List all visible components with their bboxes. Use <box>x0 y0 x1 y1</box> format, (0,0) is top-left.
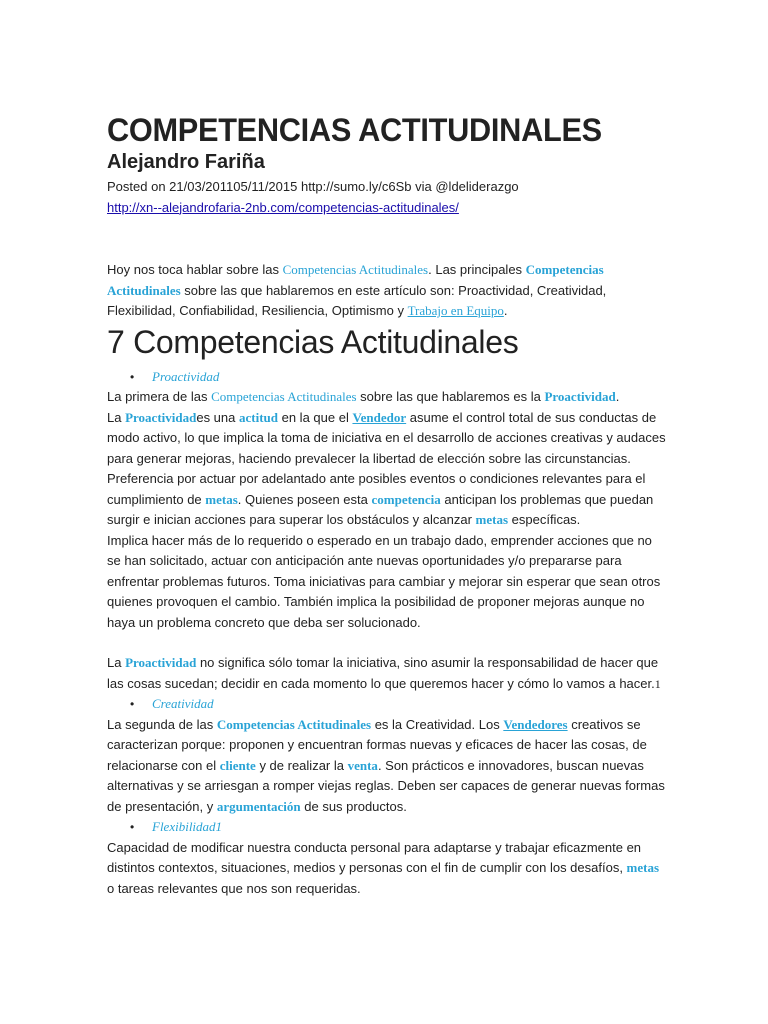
list-item-creatividad <box>107 694 667 715</box>
bullet-label: Proactividad <box>152 368 220 384</box>
text: anticipan los problemas que puedan surgir e inician acciones para superar los obstáculos y alcanzar <box>107 491 654 527</box>
link-competencias-actitudinales[interactable]: Competencias Actitudinales <box>211 389 357 404</box>
link-metas[interactable]: metas <box>475 512 509 527</box>
link-cliente[interactable]: cliente <box>219 757 256 773</box>
text: de sus productos. <box>300 798 407 814</box>
text: o tareas relevantes que nos son requeridas. <box>107 880 361 896</box>
list-item-proactividad <box>107 367 667 388</box>
source-link[interactable]: http://xn--alejandrofaria-2nb.com/competencias-actitudinales/ <box>107 199 459 215</box>
link-competencias-actitudinales[interactable]: Competencias Actitudinales <box>107 262 604 298</box>
text: en la que el <box>278 409 353 425</box>
text: y de realizar la <box>255 757 348 773</box>
text: específicas. <box>508 512 581 527</box>
text: Capacidad de modificar nuestra conducta personal para adaptarse y trabajar eficazmente en distintos contextos, situaciones, medios y personas con el fin de cumplir con los desafíos, <box>107 839 642 875</box>
bullet-label: Creatividad <box>152 696 214 711</box>
page-title: COMPETENCIAS ACTITUDINALES <box>107 112 602 148</box>
text: creativos se caracterizan porque: proponen y encuentran formas nuevas y eficaces de hacer las cosas, de relacionarse con el <box>107 716 647 773</box>
author-name: Alejandro Fariña <box>107 151 265 173</box>
link-actitud[interactable]: actitud <box>239 409 278 425</box>
text: La segunda de las <box>107 716 217 732</box>
text: Hoy nos toca hablar sobre las <box>107 262 283 277</box>
text: La primera de las <box>107 389 212 404</box>
text: asume el control total de sus conductas de modo activo, lo que implica la toma de iniciativa en el desarrollo de acciones creativas y audaces para generar mejoras, haciendo prevalecer la libertad de elección sobre las circunstancias. <box>107 409 666 466</box>
list-item-flexibilidad <box>107 817 667 838</box>
link-competencia[interactable]: competencia <box>371 491 441 507</box>
text: . <box>615 389 620 404</box>
link-metas[interactable]: metas <box>205 491 238 507</box>
text: no significa sólo tomar la iniciativa, sino asumir la responsabilidad de hacer que las cosas sucedan; decidir en cada momento lo que queremos hacer y cómo lo vamos a hacer. <box>107 655 659 691</box>
text: Preferencia por actuar por adelantado ante posibles eventos o condiciones relevantes para el cumplimiento de <box>107 471 646 507</box>
link-trabajo-en-equipo[interactable]: Trabajo en Equipo <box>407 303 504 318</box>
article <box>107 112 667 899</box>
text: . Son prácticos e innovadores, buscan nuevas alternativas y se arriesgan a romper viejas reglas. Deben ser capaces de generar nuevas formas de presentación, y <box>107 757 665 814</box>
paragraph <box>107 838 667 900</box>
paragraph <box>107 387 667 408</box>
paragraph <box>107 408 667 470</box>
text: La <box>107 409 126 425</box>
posted-line: Posted on 21/03/201105/11/2015 http://sumo.ly/c6Sb via @ldeliderazgo <box>107 179 519 194</box>
bullet-label: Flexibilidad1 <box>152 819 223 834</box>
footnote-ref: 1 <box>654 676 661 691</box>
paragraph <box>107 653 667 694</box>
link-proactividad[interactable]: Proactividad <box>125 655 197 670</box>
text: es la Creatividad. Los <box>371 716 504 732</box>
link-competencias-actitudinales[interactable]: Competencias Actitudinales <box>282 262 429 277</box>
paragraph <box>107 469 667 531</box>
intro-paragraph <box>107 260 667 322</box>
link-proactividad[interactable]: Proactividad <box>544 389 616 404</box>
text: La <box>107 655 126 670</box>
text: . Las principales <box>428 262 526 277</box>
text: es una <box>196 409 239 425</box>
text: sobre las que hablaremos es la <box>356 389 545 404</box>
link-vendedor[interactable]: Vendedor <box>352 409 407 425</box>
section-heading: 7 Competencias Actitudinales <box>107 323 519 360</box>
text: . Quienes poseen esta <box>237 491 372 507</box>
paragraph: Implica hacer más de lo requerido o esperado en un trabajo dado, emprender acciones que no se han solicitado, actuar con anticipación ante nuevas oportunidades y/o prepararse para enfrentar problemas futuros. Toma iniciativas para cambiar y mejorar sin esperar que sean otros quienes provoquen el cambio. También implica la posibilidad de proponer mejoras aunque no haya un problema concreto que deba ser solucionado. <box>107 532 661 630</box>
link-argumentacion[interactable]: argumentación <box>216 798 301 814</box>
paragraph <box>107 715 667 818</box>
link-vendedores[interactable]: Vendedores <box>503 716 568 732</box>
link-competencias-actitudinales[interactable]: Competencias Actitudinales <box>216 716 372 732</box>
link-proactividad[interactable]: Proactividad <box>125 409 197 425</box>
link-venta[interactable]: venta <box>347 757 378 773</box>
link-metas[interactable]: metas <box>626 860 660 875</box>
text: sobre las que hablaremos en este artículo son: Proactividad, Creatividad, Flexibilidad, Confiabilidad, Resiliencia, Optimismo y <box>107 282 607 318</box>
text: . <box>503 303 508 318</box>
